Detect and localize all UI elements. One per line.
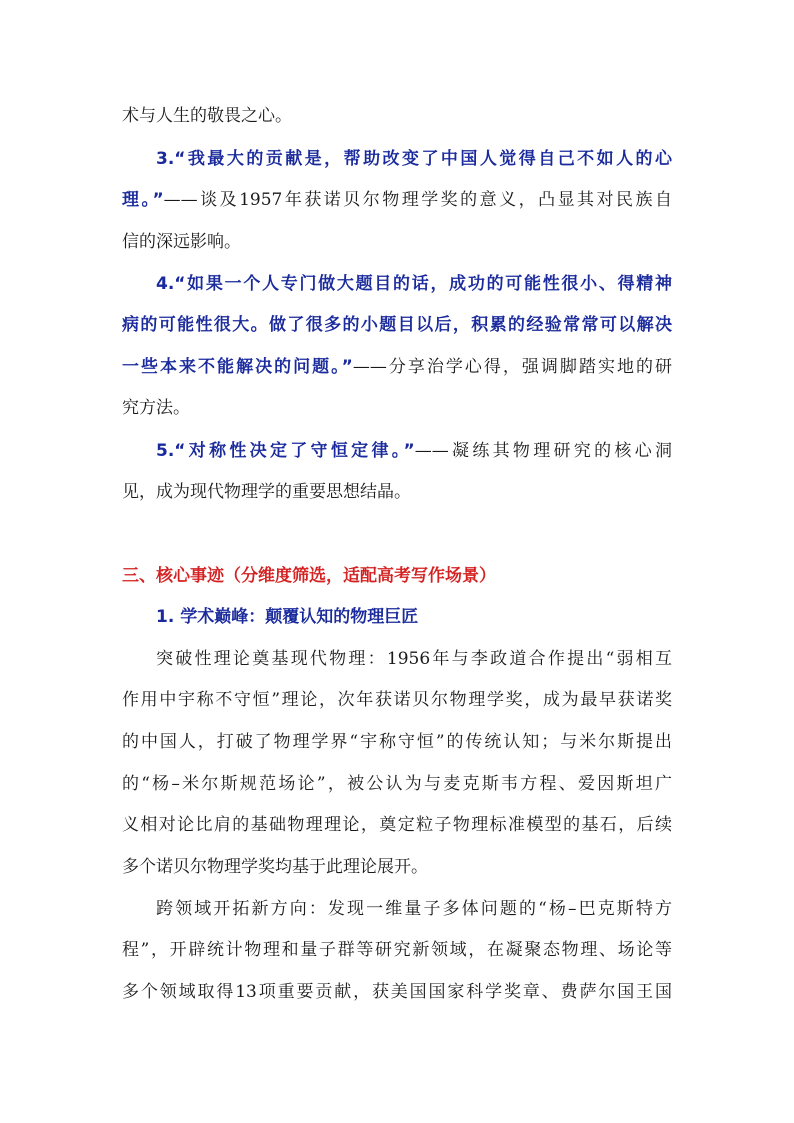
paragraph-1-line-1 bbox=[156, 648, 672, 670]
quote-text: “我最大的贡献是，帮助改变了中国人觉得自己不如人的心 bbox=[174, 149, 672, 169]
text-span: 多个诺贝尔物理学奖均基于此理论展开。 bbox=[122, 857, 428, 877]
quote-note: ——谈及1957年获诺贝尔物理学奖的意义，凸显其对民族自 bbox=[163, 190, 672, 210]
text-span: 信的深远影响。 bbox=[122, 232, 241, 252]
quote-4-line-4 bbox=[122, 397, 190, 419]
quote-number: 4. bbox=[156, 274, 175, 294]
quote-text: 理。” bbox=[122, 190, 164, 210]
text-span: 究方法。 bbox=[122, 398, 190, 418]
quote-text: “如果一个人专门做大题目的话，成功的可能性很小、得精神 bbox=[174, 274, 672, 294]
quote-text: 一些本来不能解决的问题。” bbox=[122, 357, 353, 377]
quote-3-line-2 bbox=[122, 189, 672, 211]
paragraph-1-line-2 bbox=[122, 689, 672, 711]
paragraph-2-line-3 bbox=[122, 981, 672, 1003]
text-span: 多个领域取得13项重要贡献，获美国国家科学奖章、费萨尔国王国 bbox=[122, 982, 672, 1002]
text-span: 的“杨–米尔斯规范场论”，被公认为与麦克斯韦方程、爱因斯坦广 bbox=[122, 774, 672, 794]
subsection-heading-text: 1. 学术巅峰：颠覆认知的物理巨匠 bbox=[156, 607, 419, 627]
quote-note: ——凝练其物理研究的核心洞 bbox=[414, 441, 672, 461]
quote-4-line-2 bbox=[122, 314, 672, 336]
quote-4-line-1 bbox=[156, 273, 672, 295]
section-heading-text: 三、核心事迹（分维度筛选，适配高考写作场景） bbox=[122, 566, 496, 586]
subsection-heading bbox=[156, 606, 418, 628]
paragraph-2-line-1 bbox=[156, 898, 672, 920]
paragraph-line bbox=[122, 105, 292, 127]
quote-3-line-3 bbox=[122, 231, 241, 253]
quote-5-line-1 bbox=[156, 440, 672, 462]
quote-number: 5. bbox=[156, 441, 175, 461]
quote-3-line-1 bbox=[156, 148, 672, 170]
quote-number: 3. bbox=[156, 149, 175, 169]
text-span: 义相对论比肩的基础物理理论，奠定粒子物理标准模型的基石，后续 bbox=[122, 815, 672, 835]
quote-5-line-2 bbox=[122, 481, 411, 503]
paragraph-1-line-3 bbox=[122, 731, 672, 753]
section-heading bbox=[122, 565, 496, 587]
paragraph-2-line-2 bbox=[122, 939, 672, 961]
text-span: 突破性理论奠基现代物理：1956年与李政道合作提出“弱相互 bbox=[156, 649, 672, 669]
text-span: 跨领域开拓新方向：发现一维量子多体问题的“杨–巴克斯特方 bbox=[156, 899, 672, 919]
text-span: 程”，开辟统计物理和量子群等研究新领域，在凝聚态物理、场论等 bbox=[122, 940, 672, 960]
text-span: 作用中宇称不守恒”理论，次年获诺贝尔物理学奖，成为最早获诺奖 bbox=[122, 690, 672, 710]
paragraph-1-line-6 bbox=[122, 856, 428, 878]
paragraph-1-line-5 bbox=[122, 814, 672, 836]
text-span: 术与人生的敬畏之心。 bbox=[122, 106, 292, 126]
quote-4-line-3 bbox=[122, 356, 672, 378]
quote-text: 病的可能性很大。做了很多的小题目以后，积累的经验常常可以解决 bbox=[122, 315, 672, 335]
paragraph-1-line-4 bbox=[122, 773, 672, 795]
text-span: 的中国人，打破了物理学界“宇称守恒”的传统认知；与米尔斯提出 bbox=[122, 732, 672, 752]
text-span: 见，成为现代物理学的重要思想结晶。 bbox=[122, 482, 411, 502]
quote-text: “对称性决定了守恒定律。” bbox=[174, 441, 415, 461]
quote-note: ——分享治学心得，强调脚踏实地的研 bbox=[352, 357, 672, 377]
